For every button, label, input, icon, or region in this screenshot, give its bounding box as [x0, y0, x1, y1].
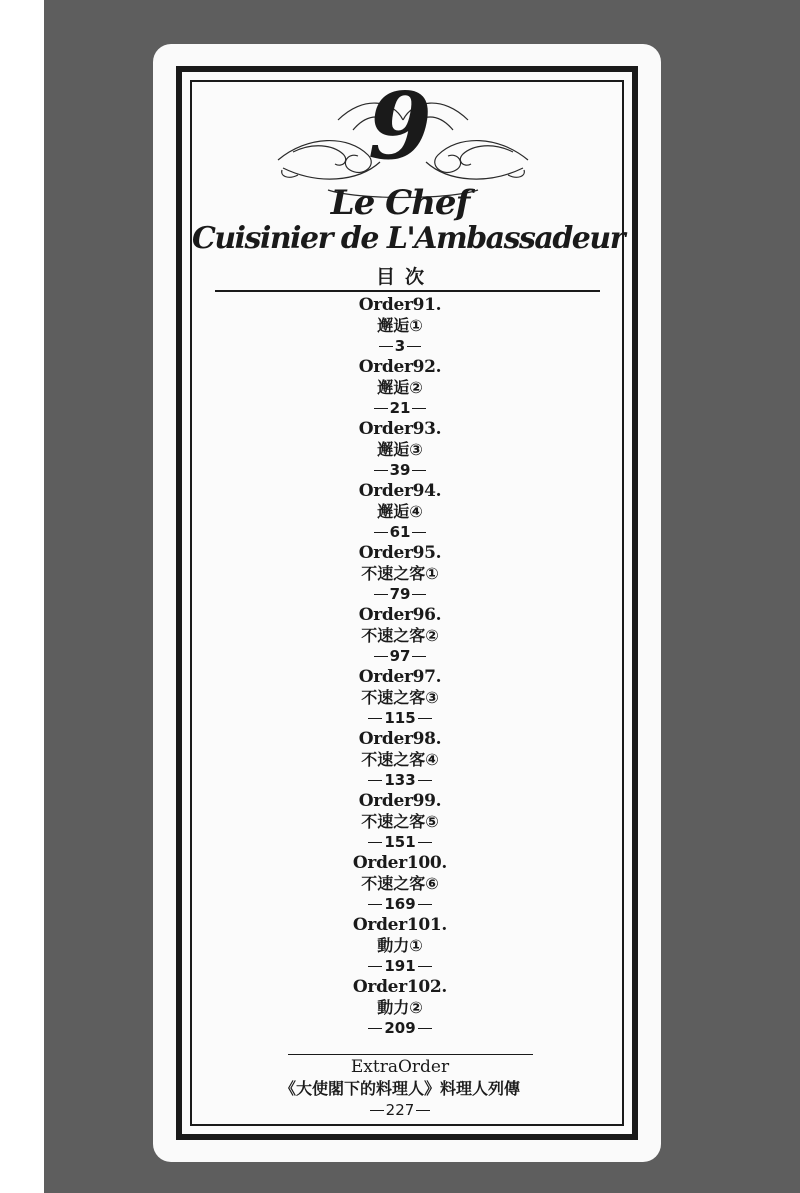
entry-title: 不速之客⑤: [361, 812, 439, 831]
extra-divider: [288, 1054, 533, 1055]
entry-title: 不速之客③: [361, 688, 439, 707]
toc-entry: [0, 418, 800, 480]
entry-page-line: [0, 584, 800, 604]
entry-title: 不速之客①: [361, 564, 439, 583]
entry-title: 邂逅①: [377, 316, 423, 335]
entry-page: 169: [384, 895, 416, 913]
entry-order: Order100.: [352, 853, 448, 873]
entry-title: 不速之客⑥: [361, 874, 439, 893]
toc-entry: [0, 356, 800, 418]
extra-page-line: [0, 1100, 800, 1120]
toc-entry: [0, 666, 800, 728]
toc-entry: [0, 542, 800, 604]
entry-title: 邂逅④: [377, 502, 423, 521]
heading-divider: [215, 290, 600, 292]
entry-order: Order94.: [358, 481, 442, 501]
entry-title: 不速之客②: [361, 626, 439, 645]
entry-page: 133: [384, 771, 416, 789]
entry-page-line: [0, 646, 800, 666]
toc-entry: [0, 852, 800, 914]
entry-page-line: [0, 832, 800, 852]
entry-order: Order92.: [358, 357, 442, 377]
title-line-1: Le Chef: [330, 183, 470, 223]
entry-order: Order91.: [358, 295, 442, 315]
entry-title: 動力②: [377, 998, 423, 1017]
entry-page: 209: [384, 1019, 416, 1037]
extra-entry: [0, 1056, 800, 1120]
entry-page: 115: [384, 709, 416, 727]
entry-title: 不速之客④: [361, 750, 439, 769]
entry-page-line: [0, 708, 800, 728]
entry-page: 79: [389, 585, 411, 603]
extra-page: 227: [385, 1101, 415, 1119]
entry-page-line: [0, 522, 800, 542]
toc-entry: [0, 480, 800, 542]
entry-page: 191: [384, 957, 416, 975]
entry-page-line: [0, 770, 800, 790]
entry-page: 97: [389, 647, 411, 665]
entry-page: 151: [384, 833, 416, 851]
toc-entry: [0, 294, 800, 356]
toc-entry: [0, 790, 800, 852]
entry-page: 61: [389, 523, 411, 541]
entry-order: Order98.: [358, 729, 442, 749]
entry-order: Order93.: [358, 419, 442, 439]
toc-entry: [0, 976, 800, 1038]
entry-title: 邂逅②: [377, 378, 423, 397]
extra-title: 《大使閣下的料理人》料理人列傳: [279, 1079, 520, 1098]
entry-page-line: [0, 336, 800, 356]
toc-heading: 目次: [375, 266, 434, 288]
entry-page-line: [0, 398, 800, 418]
entry-page: 21: [389, 399, 411, 417]
entry-order: Order102.: [352, 977, 448, 997]
extra-order: ExtraOrder: [350, 1057, 450, 1077]
entry-order: Order95.: [358, 543, 442, 563]
title-line-2: Cuisinier de L'Ambassadeur: [191, 221, 625, 256]
toc-entry: [0, 728, 800, 790]
entry-title: 動力①: [377, 936, 423, 955]
entry-order: Order96.: [358, 605, 442, 625]
entry-order: Order99.: [358, 791, 442, 811]
entry-page-line: [0, 1018, 800, 1038]
volume-number: 9: [367, 72, 432, 180]
entry-page-line: [0, 460, 800, 480]
entry-page: 3: [394, 337, 406, 355]
entry-page-line: [0, 894, 800, 914]
entry-title: 邂逅③: [377, 440, 423, 459]
entry-order: Order101.: [352, 915, 448, 935]
toc-entry: [0, 604, 800, 666]
entry-page: 39: [389, 461, 411, 479]
entry-page-line: [0, 956, 800, 976]
entry-order: Order97.: [358, 667, 442, 687]
toc-entry: [0, 914, 800, 976]
toc-entry-list: [0, 294, 800, 1038]
